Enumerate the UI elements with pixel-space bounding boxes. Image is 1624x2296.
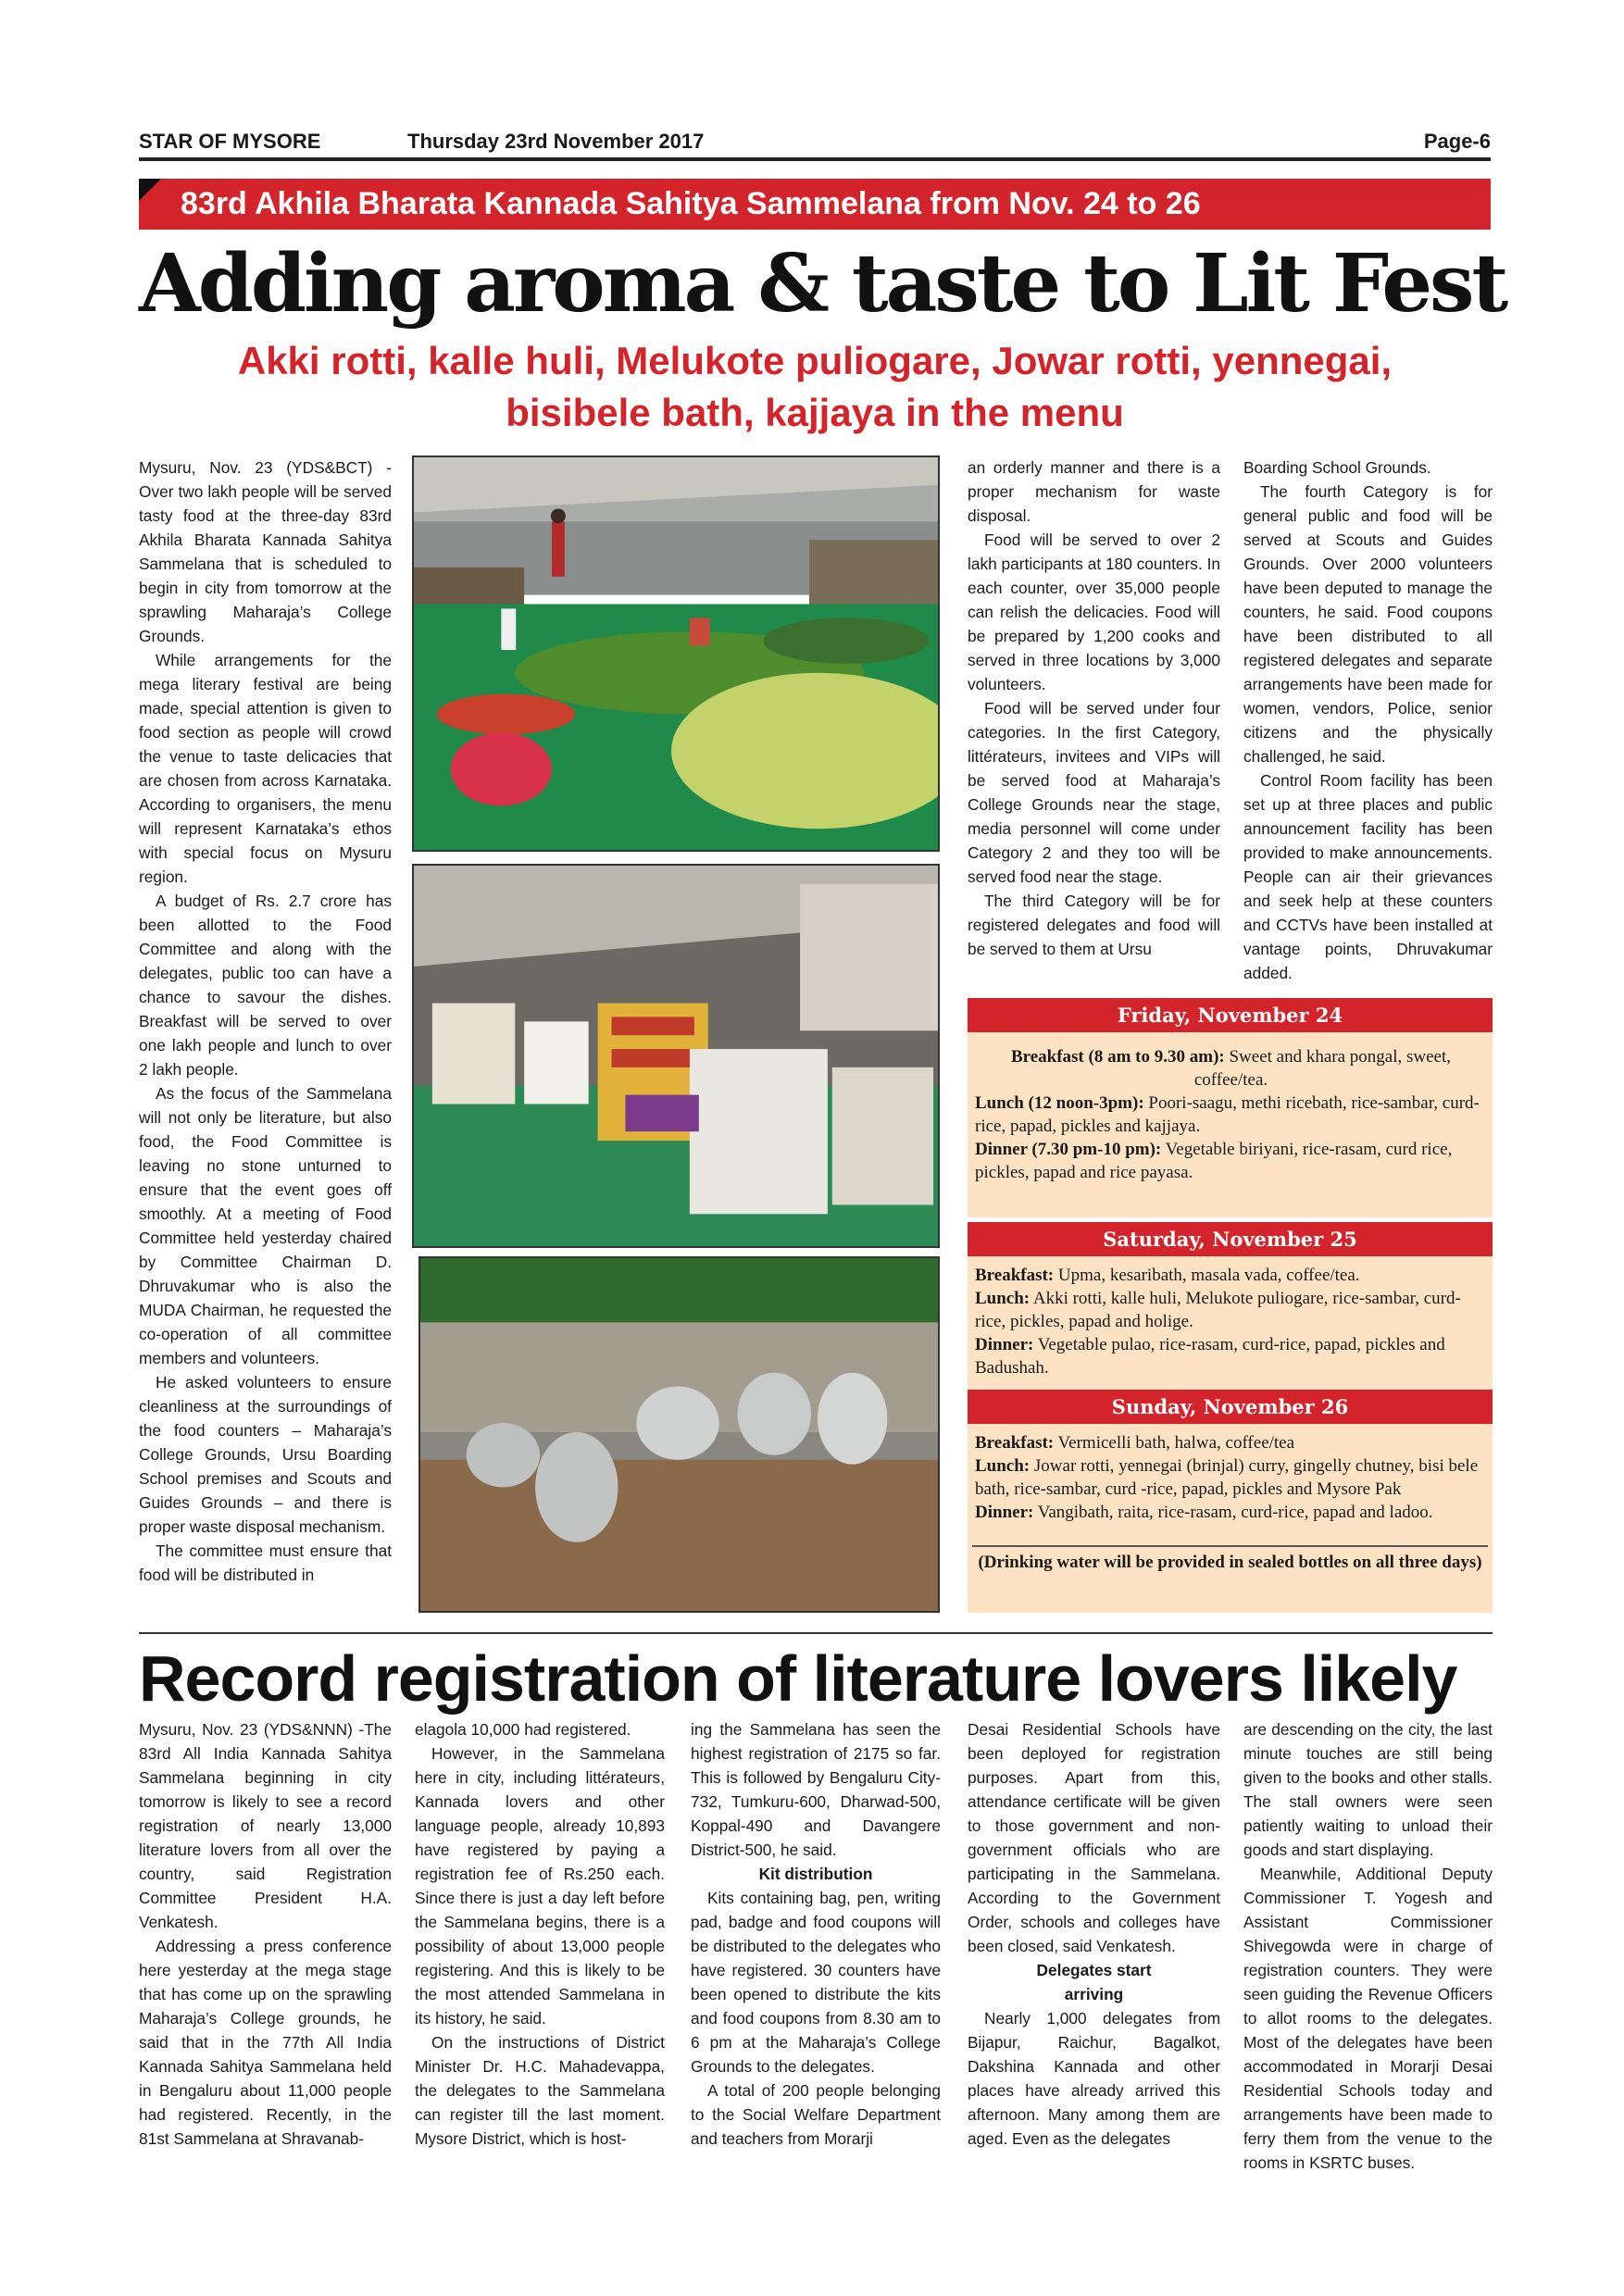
menu-label: Breakfast: bbox=[975, 1433, 1055, 1453]
paragraph: ing the Sammelana has seen the highest registration of 2175 so far. This is followed by Bengaluru City-732, Tumkuru-600, Dharwad-500, Koppal-490 and Davangere District-500, he said. bbox=[691, 1720, 941, 1859]
paragraph: The committee must ensure that food will be distributed in bbox=[139, 1541, 392, 1584]
paragraph: elagola 10,000 had registered. bbox=[415, 1720, 631, 1739]
banner-corner-mark bbox=[139, 179, 161, 201]
menu-lunch bbox=[975, 1454, 1487, 1501]
subheading-kit-distribution: Kit distribution bbox=[758, 1865, 873, 1883]
story2-column-4 bbox=[968, 1717, 1220, 2151]
paragraph: Kits containing bag, pen, writing pad, badge and food coupons will be distributed to the delegates who have registered. 30 counters have been opened to distribute the kits and food coupons from 8.30 am to 6 pm at the Maharaja’s College Grounds to the delegates. bbox=[691, 1889, 941, 2076]
menu-friday bbox=[968, 1032, 1493, 1217]
menu-label: Lunch: bbox=[975, 1456, 1031, 1476]
story2-headline: Record registration of literature lovers likely bbox=[139, 1642, 1457, 1715]
paragraph: Food will be served to over 2 lakh participants at 180 counters. In each counter, over 35,000 people can relish the delicacies. Food will be prepared by 1,200 cooks and served in three locations by 3,000 volunteers. bbox=[968, 530, 1220, 693]
paragraph: Mysuru, Nov. 23 (YDS&NNN) -The 83rd All India Kannada Sahitya Sammelana beginning in city tomorrow is likely to see a record registration of nearly 13,000 literature lovers from all over the country, said Registration Committee President H.A. Venkatesh. bbox=[139, 1720, 392, 1931]
menu-breakfast bbox=[975, 1431, 1487, 1454]
menu-lunch bbox=[975, 1287, 1487, 1333]
menu-items: Jowar rotti, yennegai (brinjal) curry, gingelly chutney, bisi bele bath, rice-sambar, curd -rice, papad, pickles and Mysore Pak bbox=[975, 1456, 1479, 1499]
menu-saturday bbox=[968, 1256, 1493, 1390]
subhead-line-1: Akki rotti, kalle huli, Melukote puliogare, Jowar rotti, yennegai, bbox=[237, 339, 1393, 382]
menu-items: Vegetable pulao, rice-rasam, curd-rice, papad, pickles and Badushah. bbox=[975, 1335, 1445, 1378]
menu-items: Vegetable biriyani, rice-rasam, curd rice, pickles, papad and rice payasa. bbox=[975, 1140, 1453, 1182]
story2-column-2 bbox=[415, 1717, 665, 2151]
story2-column-1 bbox=[139, 1717, 392, 2151]
menu-friday-title: Friday, November 24 bbox=[968, 998, 1493, 1032]
paragraph: an orderly manner and there is a proper mechanism for waste disposal. bbox=[968, 458, 1220, 525]
menu-label: Lunch (12 noon-3pm): bbox=[975, 1093, 1144, 1113]
menu-items: Akki rotti, kalle huli, Melukote puliogare, rice-sambar, curd-rice, pickles, papad and holige. bbox=[975, 1289, 1461, 1331]
paragraph: The third Category will be for registered delegates and food will be served to them at Ursu bbox=[968, 892, 1220, 958]
subhead-line-2: bisibele bath, kajjaya in the menu bbox=[506, 391, 1124, 434]
story1-headline: Adding aroma & taste to Lit Fest bbox=[139, 237, 1506, 331]
paper-name: STAR OF MYSORE bbox=[139, 130, 321, 153]
paragraph: Desai Residential Schools have been deployed for registration purposes. Apart from this, attendance certificate will be given to those government and non-government officials who are participating in the Sammelana. According to the Government Order, schools and colleges have been closed, said Venkatesh. bbox=[968, 1720, 1220, 1955]
paragraph: He asked volunteers to ensure cleanliness at the surroundings of the food counters – Maharaja’s College Grounds, Ursu Boarding School premises and Scouts and Guides Grounds – and there is proper waste disposal mechanism. bbox=[139, 1373, 392, 1536]
paragraph: Addressing a press conference here yesterday at the mega stage that has come up on the sprawling Maharaja’s College grounds, he said that in the 77th All India Kannada Sahitya Sammelana held in Bengaluru about 11,000 people had registered. Recently, in the 81st Sammelana at Shravanab- bbox=[139, 1937, 392, 2148]
story2-column-5 bbox=[1243, 1717, 1493, 2175]
story1-column-1 bbox=[139, 455, 392, 1587]
masthead bbox=[139, 130, 1491, 157]
paragraph: As the focus of the Sammelana will not only be literature, but also food, the Food Committee is leaving no stone unturned to ensure that the event goes off smoothly. At a meeting of Food Committee held yesterday chaired by Committee Chairman D. Dhruvakumar who is also the MUDA Chairman, he requested the co-operation of all committee members and volunteers. bbox=[139, 1084, 392, 1367]
menu-divider bbox=[972, 1545, 1488, 1547]
menu-sunday bbox=[968, 1424, 1493, 1613]
menu-sunday-title: Sunday, November 26 bbox=[968, 1390, 1493, 1424]
masthead-rule bbox=[139, 157, 1491, 161]
drinking-water-note: (Drinking water will be provided in sealed bottles on all three days) bbox=[978, 1553, 1482, 1572]
subheading-delegates-arriving: Delegates start bbox=[1036, 1961, 1152, 1979]
paragraph: However, in the Sammelana here in city, including littérateurs, Kannada lovers and other language people, already 10,893 have registered by paying a registration fee of Rs.250 each. Since there is just a day left before the Sammelana begins, there is a possibility of about 13,000 people registering. And this is likely to be the most attended Sammelana in its history, he said. bbox=[415, 1744, 665, 2028]
menu-items: Upma, kesaribath, masala vada, coffee/tea. bbox=[1054, 1266, 1360, 1285]
paragraph: While arrangements for the mega literary festival are being made, special attention is given to food section as people will crowd the venue to taste delicacies that are chosen from across Karnataka. According to organisers, the menu will represent Karnataka’s ethos with special focus on Mysuru region. bbox=[139, 651, 392, 886]
paragraph: Meanwhile, Additional Deputy Commissioner T. Yogesh and Assistant Commissioner Shivegowda were in charge of registration counters. They were seen guiding the Revenue Officers to allot rooms to the delegates. Most of the delegates have been accommodated in Morarji Desai Residential Schools today and arrangements have been made to ferry them from the venue to the rooms in KSRTC buses. bbox=[1243, 1865, 1493, 2172]
subheading-delegates-arriving-2: arriving bbox=[1064, 1985, 1124, 2003]
paragraph: The fourth Category is for general public and food will be served at Scouts and Guides Grounds. Over 2000 volunteers have been deputed to manage the counters, he said. Food coupons have been distributed to all registered delegates and separate arrangements have been made for women, vendors, Police, senior citizens and the physically challenged, he said. bbox=[1243, 482, 1493, 766]
story2-column-3 bbox=[691, 1717, 941, 2151]
menu-breakfast bbox=[975, 1045, 1487, 1092]
paragraph: Boarding School Grounds. bbox=[1243, 458, 1431, 477]
photo-cooking-vessels bbox=[418, 1256, 940, 1613]
menu-label: Breakfast: bbox=[975, 1266, 1055, 1285]
menu-label: Breakfast (8 am to 9.30 am): bbox=[1010, 1047, 1225, 1067]
menu-saturday-title: Saturday, November 25 bbox=[968, 1222, 1493, 1256]
menu-breakfast bbox=[975, 1264, 1487, 1287]
paragraph: Nearly 1,000 delegates from Bijapur, Raichur, Bagalkot, Dakshina Kannada and other places have already arrived this afternoon. Many among them are aged. Even as the delegates bbox=[968, 2009, 1220, 2148]
story-divider bbox=[139, 1632, 1493, 1634]
paragraph: are descending on the city, the last minute touches are still being given to the books and other stalls. The stall owners were seen patiently waiting to unload their goods and start displaying. bbox=[1243, 1720, 1493, 1859]
menu-label: Dinner: bbox=[975, 1335, 1034, 1354]
menu-dinner bbox=[975, 1333, 1487, 1379]
menu-label: Dinner (7.30 pm-10 pm): bbox=[975, 1140, 1162, 1159]
paragraph: A budget of Rs. 2.7 crore has been allotted to the Food Committee and along with the delegates, public too can have a chance to savour the dishes. Breakfast will be served to over one lakh people and lunch to over 2 lakh people. bbox=[139, 892, 392, 1079]
story1-column-3 bbox=[968, 455, 1220, 961]
paragraph: On the instructions of District Minister Dr. H.C. Mahadevappa, the delegates to the Sammelana can register till the last moment. Mysore District, which is host- bbox=[415, 2033, 665, 2148]
photo-grocery-store bbox=[412, 864, 940, 1248]
menu-dinner bbox=[975, 1138, 1487, 1184]
paragraph: Control Room facility has been set up at three places and public announcement facility has been provided to make announcements. People can air their grievances and seek help at these counters and CCTVs have been installed at vantage points, Dhruvakumar added. bbox=[1243, 771, 1493, 982]
paragraph: Mysuru, Nov. 23 (YDS&BCT) - Over two lakh people will be served tasty food at the three-day 83rd Akhila Bharata Kannada Sahitya Sammelana that is scheduled to begin in city from tomorrow at the sprawling Maharaja’s College Grounds. bbox=[139, 458, 392, 645]
page-number: Page-6 bbox=[1423, 130, 1491, 153]
menu-dinner bbox=[975, 1501, 1487, 1524]
paragraph: A total of 200 people belonging to the Social Welfare Department and teachers from Morarji bbox=[691, 2081, 941, 2148]
issue-date: Thursday 23rd November 2017 bbox=[407, 130, 705, 153]
section-banner: 83rd Akhila Bharata Kannada Sahitya Sammelana from Nov. 24 to 26 bbox=[139, 179, 1491, 230]
menu-lunch bbox=[975, 1092, 1487, 1138]
menu-items: Poori-saagu, methi ricebath, rice-sambar, curd-rice, papad, pickles and kajjaya. bbox=[975, 1093, 1480, 1136]
story1-subhead bbox=[139, 335, 1491, 439]
photo-vegetables-store bbox=[412, 455, 940, 852]
menu-label: Lunch: bbox=[975, 1289, 1031, 1308]
menu-items: Sweet and khara pongal, sweet, coffee/tea. bbox=[1193, 1047, 1452, 1090]
menu-label: Dinner: bbox=[975, 1503, 1034, 1522]
story1-column-4 bbox=[1243, 455, 1493, 985]
paragraph: Food will be served under four categories. In the first Category, littérateurs, invitees and VIPs will be served food at Maharaja’s College Grounds near the stage, media personnel will come under Category 2 and they too will be served food near the stage. bbox=[968, 699, 1220, 886]
menu-items: Vermicelli bath, halwa, coffee/tea bbox=[1054, 1433, 1295, 1453]
menu-items: Vangibath, raita, rice-rasam, curd-rice, papad and ladoo. bbox=[1033, 1503, 1433, 1522]
